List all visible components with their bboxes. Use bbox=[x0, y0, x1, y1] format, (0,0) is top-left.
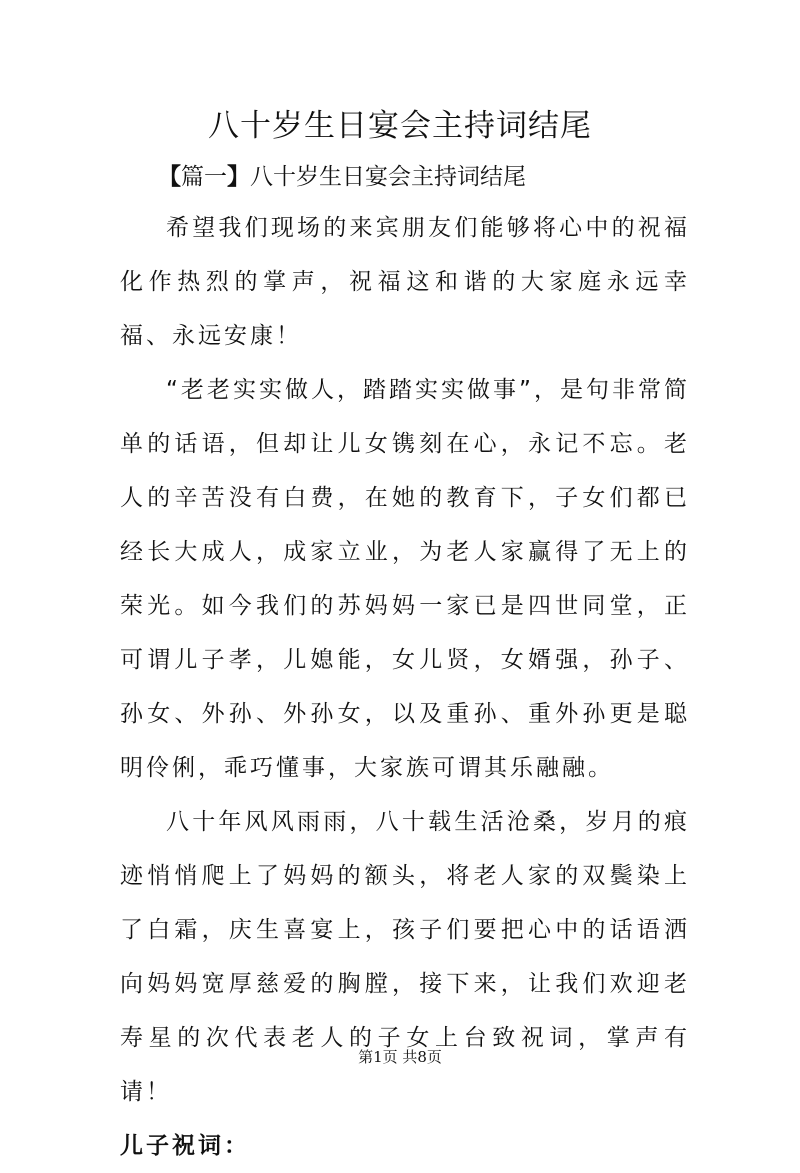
paragraph: “老老实实做人，踏踏实实做事”，是句非常简单的话语，但却让儿女镌刻在心，永记不忘。老人的辛苦没有白费，在她的教育下，子女们都已经长大成人，成家立业，为老人家赢得了无上的荣光。如今我们的苏妈妈一家已是四世同堂，正可谓儿子孝，儿媳能，女儿贤，女婿强，孙子、孙女、外孙、外孙女，以及重孙、重外孙更是聪明伶俐，乖巧懂事，大家族可谓其乐融融。 bbox=[120, 377, 690, 781]
section-bracket-close: 】 bbox=[227, 164, 250, 190]
subheading: 儿子祝词： bbox=[120, 1133, 250, 1159]
document-body bbox=[120, 201, 690, 1173]
document-title: 八十岁生日宴会主持词结尾 bbox=[208, 108, 592, 144]
section-title: 八十岁生日宴会主持词结尾 bbox=[250, 164, 526, 190]
page-footer: 第1页 共8页 bbox=[358, 1048, 442, 1066]
section-word: 篇一 bbox=[181, 164, 227, 190]
paragraph: 八十年风风雨雨，八十载生活沧桑，岁月的痕迹悄悄爬上了妈妈的额头，将老人家的双鬓染上了白霜，庆生喜宴上，孩子们要把心中的话语洒向妈妈宽厚慈爱的胸膛，接下来，让我们欢迎老寿星的次代表老人的子女上台致祝词，掌声有请！ bbox=[120, 809, 690, 1105]
section-bracket-open: 【 bbox=[158, 164, 181, 190]
section-heading bbox=[158, 158, 526, 191]
paragraph: 希望我们现场的来宾朋友们能够将心中的祝福化作热烈的掌声，祝福这和谐的大家庭永远幸福、永远安康！ bbox=[120, 215, 690, 349]
